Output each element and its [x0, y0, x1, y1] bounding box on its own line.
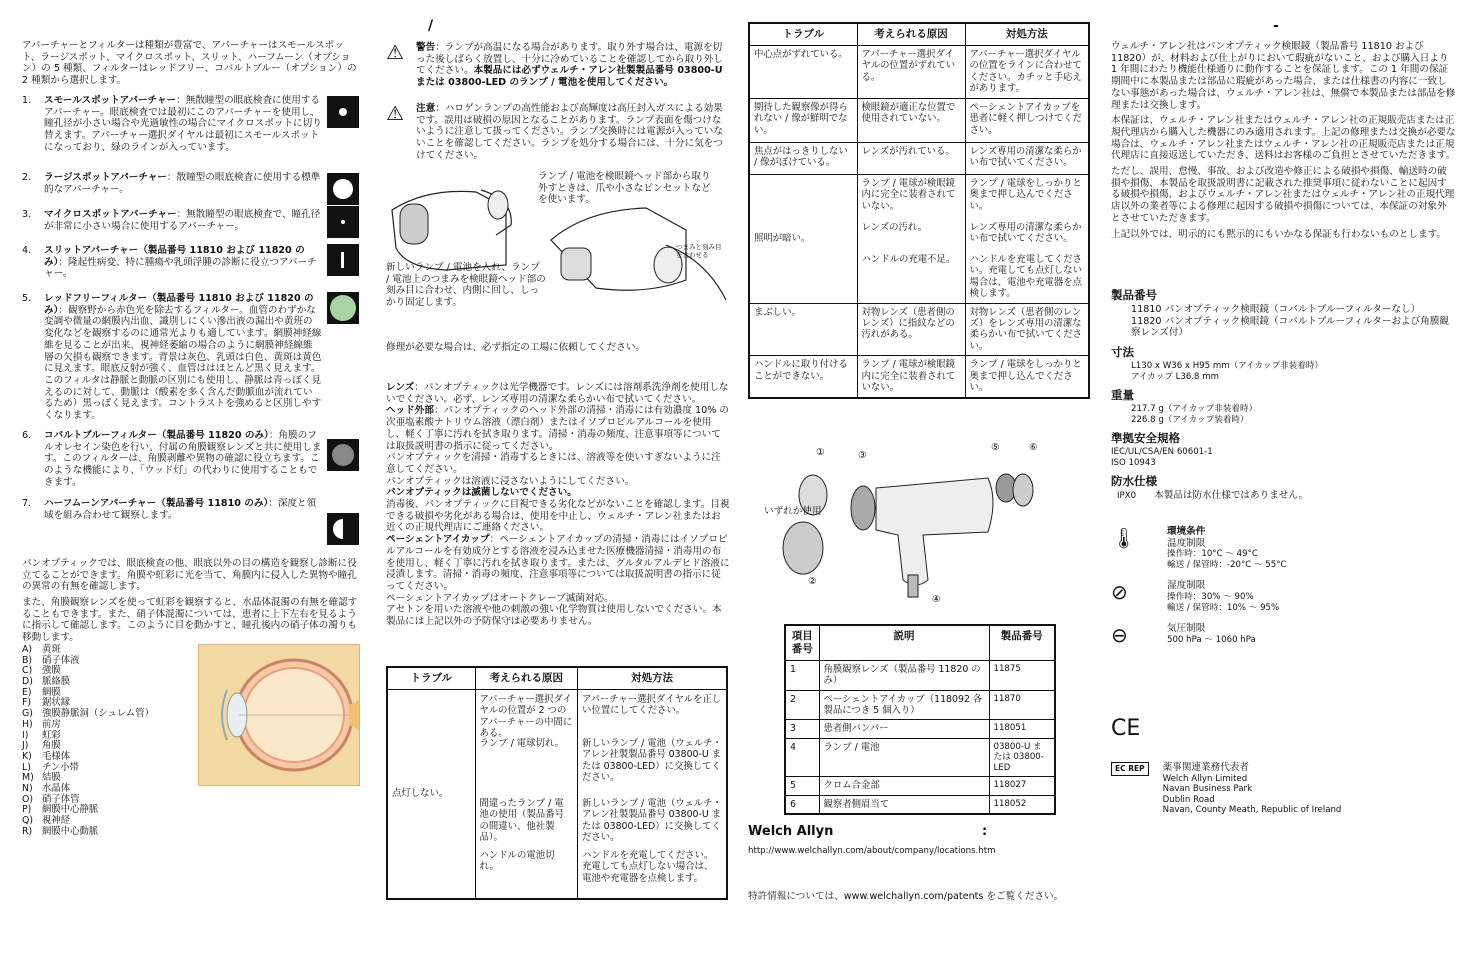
small-spot-icon	[327, 96, 359, 128]
eye-anatomy-illustration	[198, 644, 360, 786]
caution-block: ⚠ 注意：ハロゲンランプの高性能および高輝度は高圧封入ガスによる効果です。誤用は破損の原因となることがあります。ランプ表面を傷つけないように注意して扱ってください。ランプ交換時には電源が入っていないことを確認してください。ランプを処分する場合には、十分に気をつけてください。	[386, 101, 723, 161]
panoptic-usage-text: パンオプティックでは、眼底検査の他、眼底以外の目の構造を観察し診断に役立てることができます。角膜や虹彩に光を当て、角膜内に侵入した異物や瞳孔の異常の有無を確認します。	[22, 558, 357, 593]
thermometer-icon: 🌡	[1111, 526, 1137, 550]
eye-legend	[22, 644, 154, 836]
aperture-item-7: 7. ハーフムーンアパーチャー（製品番号 11810 のみ）：深度と領域を組み合わせて観察します。	[22, 498, 317, 521]
legend-item: G) 強膜静脈洞（シュレム管）	[22, 708, 154, 720]
parts-table	[784, 624, 1056, 815]
caution-triangle-icon: ⚠	[386, 101, 404, 125]
legend-item: J) 角膜	[22, 740, 61, 752]
warning-triangle-icon: ⚠	[386, 40, 404, 64]
table-row: 照明が暗い。 ランプ / 電球が検眼鏡内に完全に装着されていない。 レンズの汚れ。 ハンドルの充電不足。 ランプ / 電球をしっかりと奥まで押し込んでください。 レンズ専用の清潔な柔らかい布で拭いてください。 ハンドルを充電してください。充電しても点灯しない場合は、電池や充電器を点検します。	[749, 174, 1089, 303]
lamp-removal-callout: ランプ / 電池を検眼鏡ヘッド部から取り外すときは、爪や小さなピンセットなどを使います。	[538, 171, 711, 206]
aperture-item-2: 2. ラージスポットアパーチャー：散瞳型の眼底検査に使用する標準的なアパーチャー。	[22, 172, 321, 195]
specifications: 製品番号 11810 パンオプティック検眼鏡（コバルトブルーフィルターなし） 11820 パンオプティック検眼鏡（コバルトブルーフィルターおよび角膜観察レンズ付） 寸法 L130 x W36 x H95 mm（アイカップ非装着時） アイカップ L36.8 mm 重量 217.7 g（アイカップ非装着時） 226.8 g（アイカップ装着時） 準拠安全規格 IEC/UL/CSA/EN 60601-1 ISO 10943 防水仕様 IPX0 本製品は防水仕様ではありません。	[1111, 288, 1450, 502]
locations-url[interactable]: http://www.welchallyn.com/about/company/locations.htm	[748, 846, 996, 856]
legend-item: Q) 視神経	[22, 815, 71, 826]
warranty-section: ウェルチ・アレン社はパンオプティック検眼鏡（製品番号 11810 および 11820）が、材料および仕上がりにおいて瑕疵がないこと、および購入日より 1 年間にわたり機能仕様通りに動作することを保証します。この 1 年間の保証期間中に本製品または部品に瑕疵があった場合、または仕様書の内容に一致しない事態があった場合は、ウェルチ・アレン社は、無償で本製品または部品を修理または交換します。 本保証は、ウェルチ・アレン社またはウェルチ・アレン社の正規販売店または正規代理店から購入した機器にのみ適用されます。上記の修理または交換が必要な場合は、ウェルチ・アレン社またはウェルチ・アレン社の正規販売店または正規代理店に直接返送していただき、送料はお客様のご負担とさせていただきます。 ただし、誤用、怠慢、事故、および改造や修正による破損や損傷、輸送時の破損や損傷、本製品を取扱説明書に記載された推奨事項に従わないことに起因する破損や損傷、およびウェルチ・アレン社またはウェルチ・アレン社の正規代理店以外の業者等による修理に起因する破損や損傷については、本保証の対象外とさせていただきます。 上記以外では、明示的にも黙示的にもいかなる保証も行わないものとします。	[1111, 41, 1456, 240]
aperture-item-5: 5. レッドフリーフィルター（製品番号 11810 および 11820 のみ）：観察野から赤色光を除去するフィルター。血管のわずかな変調や微量の網膜内出血、識別しにくい滲出液の漏出や黄班の変化などを観察するのに通常光よりも適しています。網膜神経線維を見ることが出来、視神経萎縮の場合のように網膜神経線維層の欠損も観察できます。背景は灰色、乳頭は白色、黄斑は黄色に見えます。眼底反射が強く、血管ははほとんど黒く見えます。このフィルタは静脈と動脈の区別にも使用し、静脈は青っぽく見えるのに対して、動脈は（酸素を多く含んだ動脈血が流れているため）黒っぽく見えます。コントラストを強めると区別しやすくなります。	[22, 293, 322, 422]
legend-item: M) 結膜	[22, 772, 61, 784]
either-use-label: いずれか使用	[764, 506, 822, 517]
table-row: まぶしい。 対物レンズ（患者側のレンズ）に指紋などの汚れがある。 対物レンズ（患者側のレンズ）をレンズ専用の清潔な柔らかい布で拭いてください。	[749, 303, 1089, 356]
patents-note: 特許情報については、www.welchallyn.com/patents をご覧ください。	[748, 891, 1064, 902]
legend-item: D) 脈絡膜	[22, 676, 71, 688]
legend-item: N) 水晶体	[22, 782, 71, 794]
aperture-item-1: 1. スモールスポットアパーチャー：無散瞳型の眼底検査に使用するアパーチャー。眼底検査では最初にこのアパーチャーを使用し、瞳孔径が小さい場合や光過敏性の場合にマイクロスポットに切り替えます。アパーチャー選択ダイヤルは最初にスモールスポットになっており、緑のラインが入っています。	[22, 95, 322, 153]
aperture-item-6: 6. コバルトブルーフィルター（製品番号 11820 のみ）：角膜のフルオレセイン染色を行い、付属の角膜観察レンズと共に使用します。このフィルターは、角膜剥離や異物の確認に役立ちます。このような機能により、「ウッド灯」の代わりに使用することもできます。	[22, 430, 322, 488]
table-row: 3 患者側バンパー 118051	[785, 720, 1055, 738]
table-row: 点灯しない。 アパーチャー選択ダイヤルの位置が 2 つのアパーチャーの中間にある。 ランプ / 電球切れ。 間違ったランプ / 電池の使用（製品番号の間違い、他社製品）。 ハンドルの電池切れ。 アパーチャー選択ダイヤルを正しい位置にしてください。 新しいランプ / 電池（ウェルチ・アレン社製製品番号 03800-U または 03800-LED）に交換してください。 新しいランプ / 電池（ウェルチ・アレン社製製品番号 03800-U または 03800-LED）に交換してください。 ハンドルを充電してください。充電しても点灯しない場合は、電池や充電器を点検します。	[387, 689, 727, 899]
aperture-item-3: 3. マイクロスポットアパーチャー：無散瞳型の眼底検査で、瞳孔径が非常に小さい場合に使用するアパーチャー。	[22, 209, 321, 232]
troubleshooting-table-2	[748, 22, 1090, 399]
table-row: 中心点がずれている。 アパーチャー選択ダイヤルの位置がずれている。 アパーチャー選択ダイヤルの位置をラインに合わせてください。カチッと手応えがあります。	[749, 45, 1089, 98]
parts-exploded-diagram	[758, 440, 1058, 610]
repair-note: 修理が必要な場合は、必ず指定の工場に依頼してください。	[386, 342, 646, 353]
table-row: ハンドルに取り付けることができない。 ランプ / 電球が検眼鏡内に完全に装着されていない。 ランプ / 電球をしっかりと奥まで押し込んでください。	[749, 356, 1089, 398]
red-free-filter-icon	[327, 292, 359, 324]
micro-spot-icon	[327, 206, 359, 238]
welch-allyn-heading: Welch Allyn :	[748, 824, 988, 839]
eu-representative: EC REP 薬事関連業務代表者 Welch Allyn Limited Navan Business Park Dublin Road Navan, County Meath, Republic of Ireland	[1111, 762, 1456, 816]
legend-item: K) 毛様体	[22, 750, 71, 762]
legend-item: H) 前房	[22, 718, 61, 730]
aperture-intro: アパーチャーとフィルターは種類が豊富で、アパーチャーはスモールスポット、ラージスポット、マイクロスポット、スリット、ハーフムーン（オプション）の 5 種類、フィルターはレッドフリー、コバルトブルー（オプション）の 2 種類から選択します。	[22, 40, 357, 87]
environmental-conditions: 🌡 環境条件 温度制限 操作時：10°C ～ 49°C 輸送 / 保管時：-20°C ～ 55°C ⊘ 湿度制限 操作時：30% ～ 90% 輸送 / 保管時：10% ～ 95% ⊖ 気圧制限 500 hPa ～ 1060 hPa	[1111, 526, 1287, 648]
large-spot-icon	[327, 173, 359, 205]
table-row: 5 クロム合金部 118027	[785, 777, 1055, 795]
section-marker: /	[428, 18, 434, 34]
callout-4: ④	[932, 594, 941, 605]
legend-item: I) 虹彩	[22, 729, 61, 741]
table-row: 4 ランプ / 電池 03800-U または 03800-LED	[785, 738, 1055, 776]
callout-1: ①	[816, 447, 825, 458]
corneal-lens-text: また、角膜観察レンズを使って虹彩を観察すると、水晶体混濁の有無を確認することもできます。また、硝子体混濁については、患者に上下左右を見るように指示して確認します。このように目を動かすと、瞳孔後内の硝子体の濁りも移動します。	[22, 597, 358, 644]
table-header-row: トラブル 考えられる原因 対処方法	[387, 667, 727, 689]
troubleshooting-table-1	[386, 666, 728, 900]
aperture-item-4: 4. スリットアパーチャー（製品番号 11810 および 11820 のみ）：隆起性病変、特に腫瘍や乳頭浮腫の診断に役立つアパーチャー。	[22, 245, 317, 280]
care-instructions: レンズ：パンオプティックは光学機器です。レンズには溶剤系洗浄剤を使用しないでください。必ず、レンズ専用の清潔な柔らかい布で拭いてください。 ヘッド外部：パンオプティックのヘッド外部の清掃・消毒には有効濃度 10% の次亜塩素酸ナトリウム溶液（漂白剤）またはイソプロピルアルコールを使用し、軽く丁寧に汚れを拭き取ります。清掃・消毒の頻度、注意事項等については取扱説明書の指示に従ってください。 パンオプティックを清掃・消毒するときには、溶液等を使いすぎないように注意してください。 パンオプティックは溶液に浸さないようにしてください。 パンオプティックは滅菌しないでください。 消毒後、パンオプティックに目視できる劣化などがないことを確認します。目視できる破損や劣化がある場合は、使用を中止し、ウェルチ・アレン社またはお近くの正規代理店にご連絡ください。 ペーシェントアイカップ：ペーシェントアイカップの清掃・消毒にはイソプロピルアルコールを有効成分とする溶液を浸み込ませた医療機器清掃・消毒用の布を使用し、軽く丁寧に汚れを拭き取ります。または、グルタルアルデヒド溶液に浸漬します。清掃・消毒の頻度、注意事項等については取扱説明書の指示に従ってください。 ペーシェントアイカップはオートクレーブ滅菌対応。 アセトンを用いた溶液や他の刺激の強い化学物質は使用しないでください。本製品には上記以外の予防保守は必要ありません。	[386, 382, 730, 628]
legend-item: L) チン小帯	[22, 761, 80, 773]
half-moon-icon	[327, 513, 359, 545]
table-header-row: トラブル 考えられる原因 対処方法	[749, 23, 1089, 45]
table-row: 焦点がはっきりしない / 像がぼけている。 レンズが汚れている。 レンズ専用の清潔な柔らかい布で拭いてください。	[749, 142, 1089, 174]
legend-item: F) 鋸状縁	[22, 697, 71, 709]
table-row: 1 角膜観察レンズ（製品番号 11820 のみ） 11875	[785, 660, 1055, 690]
ce-mark-icon: CE	[1111, 716, 1141, 741]
legend-item: R) 網膜中心動脈	[22, 825, 99, 837]
table-row: 6 観察者側眉当て 118052	[785, 795, 1055, 814]
eye-diagram-icon	[199, 645, 359, 785]
lamp-insertion-callout: 新しいランプ / 電池を入れ、ランプ / 電池上のつまみを検眼鏡ヘッド部の刻み目に合わせ、内側に回し、しっかり固定します。	[386, 262, 546, 309]
section-marker: -	[1273, 18, 1279, 34]
table-header-row: 項目番号 説明 製品番号	[785, 625, 1055, 660]
table-row: 2 ペーシェントアイカップ（118092 各製品につき 5 個入り） 11870	[785, 690, 1055, 720]
cobalt-blue-filter-icon	[327, 439, 359, 471]
legend-item: P) 網膜中心静脈	[22, 804, 99, 816]
table-row: 期待した観察像が得られない / 像が鮮明でない。 検眼鏡が適正な位置で使用されていない。 ペーシェントアイカップを患者に軽く押しつけてください。	[749, 98, 1089, 142]
pressure-icon: ⊖	[1111, 623, 1128, 648]
ec-rep-icon: EC REP	[1111, 762, 1149, 776]
callout-6: ⑥	[1029, 442, 1038, 453]
legend-item: E) 網膜	[22, 686, 61, 698]
alignment-note: つまみと刻み目を合わせる	[676, 243, 722, 259]
legend-item: O) 硝子体管	[22, 793, 80, 805]
legend-item: B) 硝子体液	[22, 654, 80, 666]
legend-item: C) 強膜	[22, 665, 61, 677]
callout-2: ②	[808, 576, 817, 587]
legend-item: A) 黄斑	[22, 644, 61, 655]
slit-icon	[327, 244, 359, 276]
warning-block: ⚠ 警告：ランプが高温になる場合があります。取り外す場合は、電源を切った後しばらく放置し、十分に冷めていることを確認してから取り外してください。本製品には必ずウェルチ・アレン社製製品番号 03800-U または 03800-LED のランプ / 電池を使用してください。	[386, 40, 723, 89]
callout-3: ③	[858, 450, 867, 461]
humidity-icon: ⊘	[1111, 580, 1128, 605]
callout-5: ⑤	[991, 442, 1000, 453]
